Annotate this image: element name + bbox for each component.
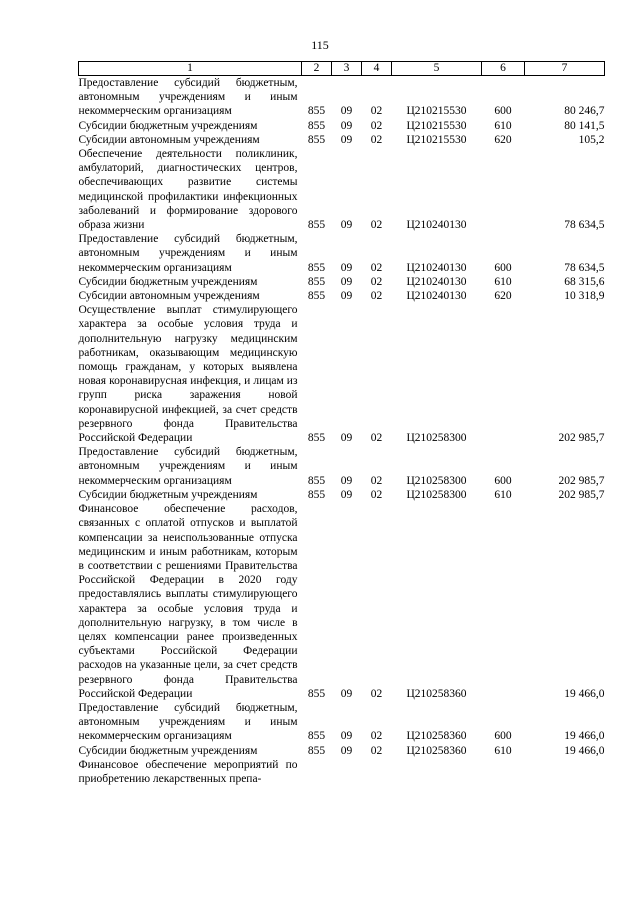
row-subsection-code: 02 <box>370 261 383 274</box>
row-ministry-code: 855 <box>307 261 326 274</box>
row-amount: 10 318,9 <box>564 290 605 303</box>
column-header: 6 <box>482 62 525 76</box>
row-subsection-code: 02 <box>370 133 383 146</box>
table-row <box>79 275 605 289</box>
row-description: Финансовое обеспечение мероприятий по приобретению лекарственных препа- <box>78 758 298 785</box>
table-row <box>79 133 605 147</box>
row-section-code: 09 <box>340 432 353 445</box>
row-amount: 78 634,5 <box>564 261 605 274</box>
row-subsection-code: 02 <box>370 744 383 757</box>
row-section-code: 09 <box>340 133 353 146</box>
row-section-code: 09 <box>340 261 353 274</box>
row-ministry-code: 855 <box>307 119 326 132</box>
table-header-row <box>79 62 605 76</box>
row-description: Субсидии бюджетным учреждениям <box>78 488 258 501</box>
row-section-code: 09 <box>340 488 353 501</box>
table-row <box>79 119 605 133</box>
table-row <box>79 758 605 786</box>
table-row <box>79 488 605 502</box>
row-expense-type: 600 <box>494 105 512 118</box>
row-amount: 202 985,7 <box>558 474 605 487</box>
row-description: Предоставление субсидий бюджетным, автономным учреждениям и иным некоммерческим организациям <box>78 77 298 118</box>
row-amount: 19 466,0 <box>564 730 605 743</box>
column-header: 3 <box>332 62 362 76</box>
column-header: 1 <box>79 62 302 76</box>
row-target-article: Ц210240130 <box>406 290 467 303</box>
row-amount: 19 466,0 <box>564 687 605 700</box>
row-target-article: Ц210258360 <box>406 744 467 757</box>
table-body <box>79 76 605 787</box>
row-amount: 105,2 <box>578 133 605 146</box>
table-row <box>79 303 605 445</box>
row-expense-type: 610 <box>494 275 512 288</box>
row-ministry-code <box>302 758 332 786</box>
row-ministry-code: 855 <box>307 219 326 232</box>
row-ministry-code: 855 <box>307 687 326 700</box>
table-row <box>79 744 605 758</box>
table-row <box>79 289 605 303</box>
row-subsection-code: 02 <box>370 275 383 288</box>
table-row <box>79 445 605 488</box>
row-target-article: Ц210215530 <box>406 119 467 132</box>
row-description: Субсидии автономным учреждениям <box>78 133 260 146</box>
row-target-article: Ц210240130 <box>406 261 467 274</box>
row-section-code: 09 <box>340 119 353 132</box>
row-description: Субсидии бюджетным учреждениям <box>78 275 258 288</box>
row-amount <box>525 758 605 786</box>
row-subsection-code: 02 <box>370 432 383 445</box>
column-header: 2 <box>302 62 332 76</box>
row-expense-type <box>482 758 525 786</box>
row-subsection-code: 02 <box>370 290 383 303</box>
row-description: Финансовое обеспечение расходов, связанных с оплатой отпусков и выплатой компенсации за неиспользованные отпуска медицинским и иным работникам, которым в соответствии с решениями Правительства Российской Федерации в 2020 году предоставлялись выплаты стимулирующего характера за особые условия труда и дополнительную нагрузку, в том числе в целях компенсации ранее произведенных субъектами Российской Федерации расходов на указанные цели, за счет средств резервного фонда Правительства Российской Федерации <box>78 503 298 700</box>
row-expense-type: 610 <box>494 119 512 132</box>
row-amount: 202 985,7 <box>558 432 605 445</box>
row-section-code: 09 <box>340 275 353 288</box>
row-target-article: Ц210240130 <box>406 219 467 232</box>
row-section-code: 09 <box>340 105 353 118</box>
row-expense-type <box>482 147 525 232</box>
row-expense-type: 620 <box>494 290 512 303</box>
row-description: Субсидии автономным учреждениям <box>78 290 260 303</box>
row-amount: 68 315,6 <box>564 275 605 288</box>
row-description: Предоставление субсидий бюджетным, автономным учреждениям и иным некоммерческим организациям <box>78 233 298 274</box>
row-subsection-code: 02 <box>370 105 383 118</box>
row-expense-type: 600 <box>494 730 512 743</box>
row-amount: 202 985,7 <box>558 488 605 501</box>
table-row <box>79 701 605 744</box>
row-ministry-code: 855 <box>307 290 326 303</box>
row-ministry-code: 855 <box>307 133 326 146</box>
row-subsection-code: 02 <box>370 219 383 232</box>
row-section-code: 09 <box>340 687 353 700</box>
row-subsection-code: 02 <box>370 119 383 132</box>
row-amount: 80 141,5 <box>564 119 605 132</box>
table-row <box>79 147 605 232</box>
row-subsection-code: 02 <box>370 488 383 501</box>
row-target-article: Ц210215530 <box>406 133 467 146</box>
row-ministry-code: 855 <box>307 432 326 445</box>
row-amount: 19 466,0 <box>564 744 605 757</box>
row-expense-type: 600 <box>494 261 512 274</box>
row-ministry-code: 855 <box>307 488 326 501</box>
row-subsection-code: 02 <box>370 687 383 700</box>
row-description: Обеспечение деятельности поликлиник, амбулаторий, диагностических центров, обеспечивающих развитие системы медицинской профилактики инфекционных заболеваний и формирование здорового образа жизни <box>78 148 298 232</box>
row-description: Предоставление субсидий бюджетным, автономным учреждениям и иным некоммерческим организациям <box>78 701 298 743</box>
table-row <box>79 232 605 275</box>
row-target-article <box>392 758 482 786</box>
row-ministry-code: 855 <box>307 275 326 288</box>
row-description: Осуществление выплат стимулирующего характера за особые условия труда и дополнительную нагрузку медицинским работникам, оказывающим медицинскую помощь гражданам, у которых выявлена новая коронавирусная инфекция, и лицам из групп риска заражения новой коронавирусной инфекцией, за счет средств резервного фонда Правительства Российской Федерации <box>78 304 298 445</box>
row-section-code <box>332 758 362 786</box>
row-description: Субсидии бюджетным учреждениям <box>78 119 258 132</box>
column-header: 7 <box>525 62 605 76</box>
row-expense-type: 610 <box>494 744 512 757</box>
row-ministry-code: 855 <box>307 105 326 118</box>
row-expense-type: 600 <box>494 474 512 487</box>
column-header: 4 <box>362 62 392 76</box>
row-target-article: Ц210258300 <box>406 432 467 445</box>
row-expense-type <box>482 303 525 445</box>
row-ministry-code: 855 <box>307 744 326 757</box>
row-subsection-code: 02 <box>370 474 383 487</box>
row-description: Субсидии бюджетным учреждениям <box>78 744 258 757</box>
row-target-article: Ц210258300 <box>406 488 467 501</box>
page-number: 115 <box>311 38 329 52</box>
table-row <box>79 502 605 701</box>
row-ministry-code: 855 <box>307 474 326 487</box>
column-header: 5 <box>392 62 482 76</box>
row-expense-type <box>482 502 525 701</box>
row-description: Предоставление субсидий бюджетным, автономным учреждениям и иным некоммерческим организациям <box>78 446 298 487</box>
row-amount: 80 246,7 <box>564 105 605 118</box>
row-expense-type: 620 <box>494 133 512 146</box>
table-row <box>79 76 605 119</box>
row-section-code: 09 <box>340 730 353 743</box>
row-expense-type: 610 <box>494 488 512 501</box>
row-target-article: Ц210258360 <box>406 687 467 700</box>
row-section-code: 09 <box>340 474 353 487</box>
row-amount: 78 634,5 <box>564 219 605 232</box>
row-target-article: Ц210215530 <box>406 105 467 118</box>
row-section-code: 09 <box>340 219 353 232</box>
row-section-code: 09 <box>340 744 353 757</box>
row-subsection-code <box>362 758 392 786</box>
row-ministry-code: 855 <box>307 730 326 743</box>
budget-table <box>78 61 605 786</box>
row-subsection-code: 02 <box>370 730 383 743</box>
row-target-article: Ц210258360 <box>406 730 467 743</box>
row-target-article: Ц210258300 <box>406 474 467 487</box>
row-target-article: Ц210240130 <box>406 275 467 288</box>
row-section-code: 09 <box>340 290 353 303</box>
